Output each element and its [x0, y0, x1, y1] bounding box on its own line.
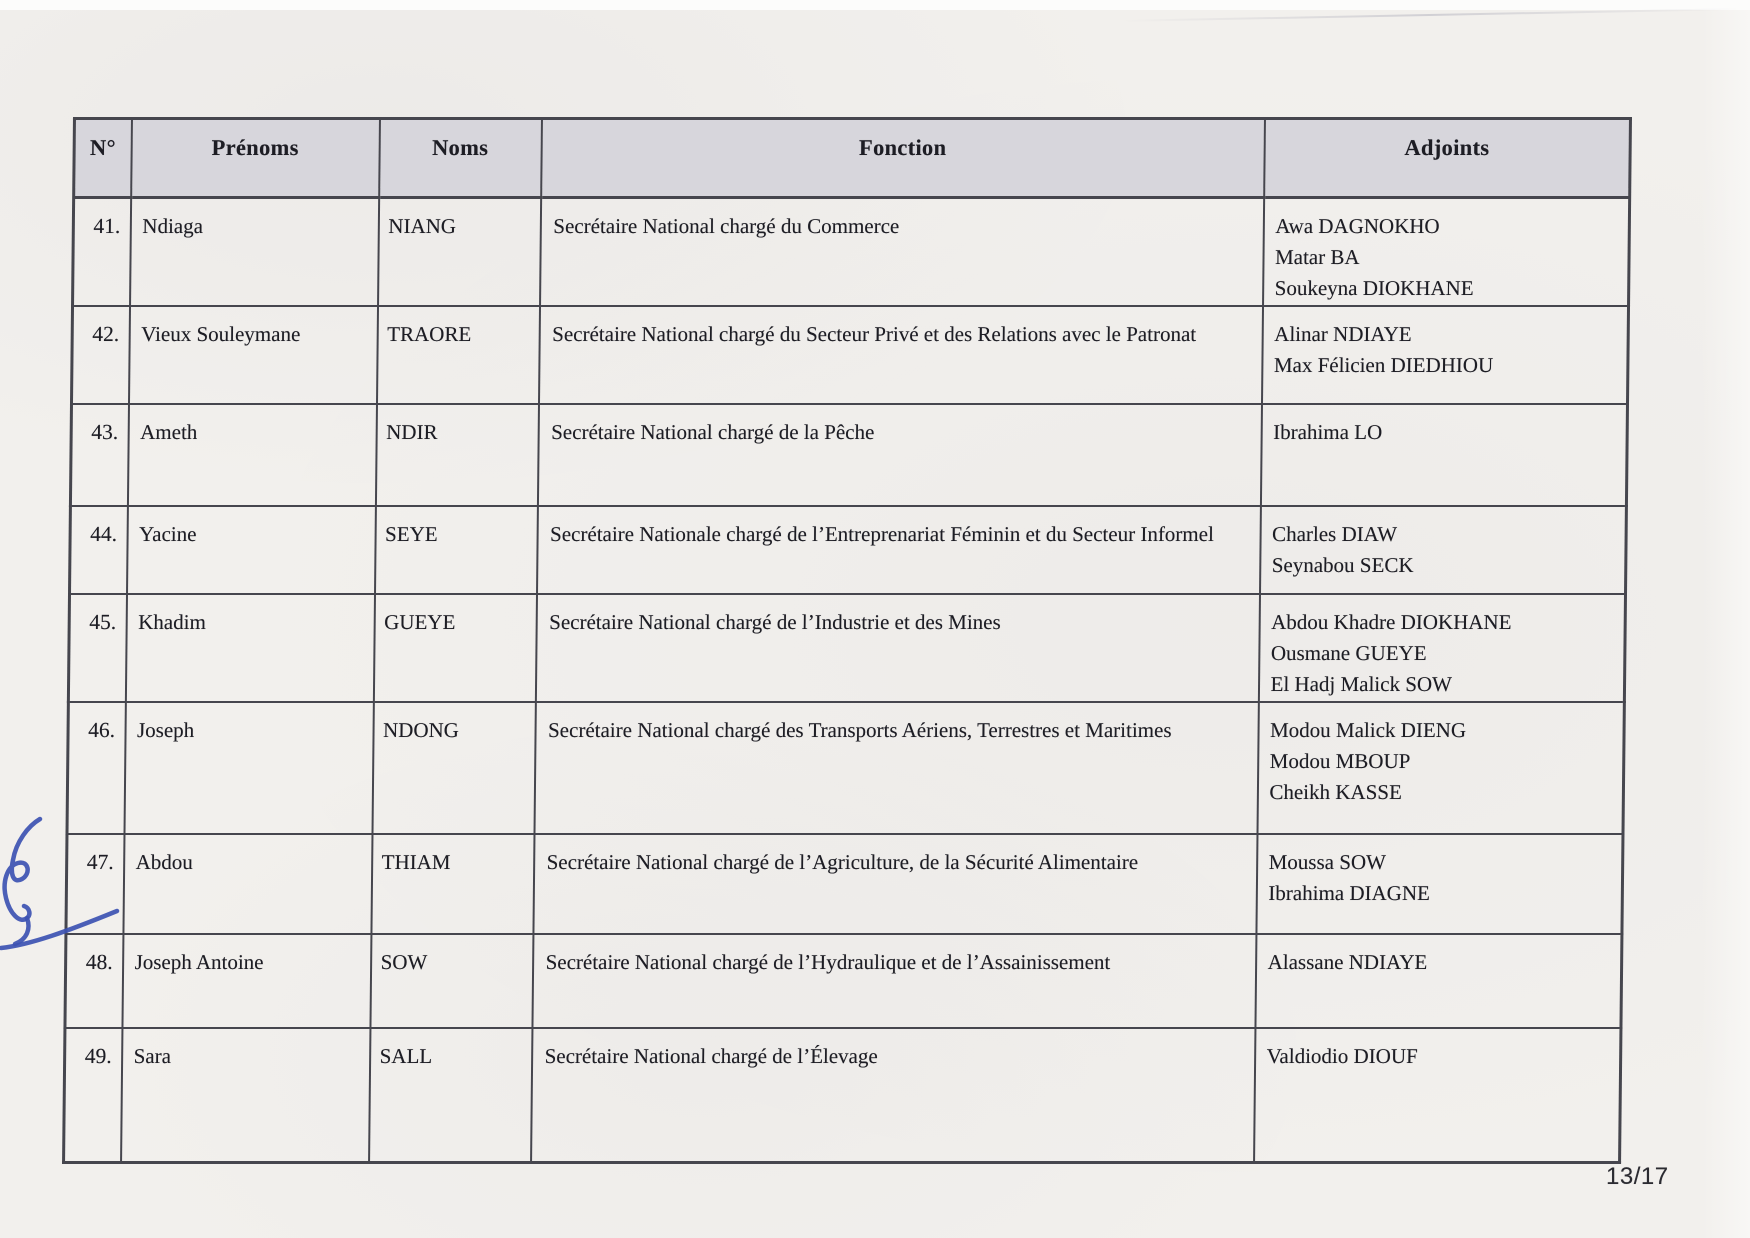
- cell-prenoms: Ameth: [127, 404, 376, 506]
- table-row: [64, 1028, 1621, 1162]
- cell-noms: NIANG: [378, 198, 541, 307]
- cell-num: 42.: [71, 306, 129, 404]
- cell-adjoints: [1263, 198, 1630, 307]
- table-row: [65, 934, 1622, 1028]
- cell-num: 48.: [65, 934, 123, 1028]
- table-row: [73, 198, 1630, 307]
- cell-fonction: Secrétaire National chargé du Secteur Privé et des Relations avec le Patronat: [538, 306, 1262, 404]
- adjoint-line: Valdiodio DIOUF: [1266, 1044, 1418, 1068]
- adjoint-line: Ousmane GUEYE: [1270, 641, 1427, 665]
- header-cell-num: N°: [74, 119, 132, 198]
- page-number: 13/17: [1606, 1163, 1669, 1190]
- cell-fonction: Secrétaire National chargé des Transports Aériens, Terrestres et Maritimes: [534, 702, 1258, 834]
- table-row: [66, 834, 1623, 934]
- adjoint-line: Modou MBOUP: [1269, 749, 1411, 773]
- adjoint-line: Moussa SOW: [1268, 850, 1387, 874]
- cell-adjoints: [1256, 834, 1623, 934]
- cell-num: 45.: [68, 594, 126, 702]
- header-cell-fonction: Fonction: [541, 119, 1265, 198]
- header-cell-adjoints: Adjoints: [1264, 119, 1631, 198]
- cell-prenoms: Khadim: [125, 594, 374, 702]
- cell-prenoms: Sara: [121, 1028, 370, 1162]
- table-header-row: [74, 119, 1631, 198]
- cell-num: 49.: [64, 1028, 122, 1162]
- cell-noms: SEYE: [375, 506, 538, 594]
- adjoint-line: Modou Malick DIENG: [1269, 718, 1467, 742]
- adjoint-line: Soukeyna DIOKHANE: [1274, 276, 1474, 300]
- adjoint-line: Cheikh KASSE: [1269, 780, 1402, 804]
- table-row: [67, 702, 1624, 834]
- cell-noms: SOW: [370, 934, 533, 1028]
- cell-num: 46.: [67, 702, 125, 834]
- officials-table-wrap: [62, 117, 1632, 1164]
- cell-noms: TRAORE: [376, 306, 539, 404]
- cell-adjoints: [1254, 1028, 1621, 1162]
- adjoint-line: Ibrahima DIAGNE: [1268, 881, 1431, 905]
- cell-prenoms: Yacine: [127, 506, 376, 594]
- table-row: [70, 506, 1627, 594]
- cell-noms: NDIR: [375, 404, 538, 506]
- adjoint-line: Alassane NDIAYE: [1267, 950, 1428, 974]
- cell-noms: GUEYE: [373, 594, 536, 702]
- cell-num: 44.: [70, 506, 128, 594]
- cell-noms: NDONG: [372, 702, 535, 834]
- cell-noms: SALL: [369, 1028, 532, 1162]
- header-cell-prenoms: Prénoms: [131, 119, 380, 198]
- table-row: [70, 404, 1627, 506]
- adjoint-line: Awa DAGNOKHO: [1275, 214, 1440, 238]
- table-row: [71, 306, 1628, 404]
- header-cell-noms: Noms: [379, 119, 542, 198]
- cell-noms: THIAM: [371, 834, 534, 934]
- cell-fonction: Secrétaire National chargé de l’Élevage: [531, 1028, 1255, 1162]
- table-row: [68, 594, 1625, 702]
- cell-fonction: Secrétaire National chargé du Commerce: [540, 198, 1264, 307]
- cell-adjoints: [1260, 506, 1627, 594]
- adjoint-line: El Hadj Malick SOW: [1270, 672, 1453, 696]
- scanned-page: [0, 10, 1750, 1238]
- cell-num: 41.: [73, 198, 131, 307]
- cell-fonction: Secrétaire Nationale chargé de l’Entreprenariat Féminin et du Secteur Informel: [537, 506, 1261, 594]
- cell-prenoms: Abdou: [123, 834, 372, 934]
- cell-fonction: Secrétaire National chargé de l’Hydraulique et de l’Assainissement: [532, 934, 1256, 1028]
- adjoint-line: Ibrahima LO: [1273, 420, 1383, 444]
- cell-prenoms: Joseph: [124, 702, 373, 834]
- adjoint-line: Max Félicien DIEDHIOU: [1273, 353, 1494, 377]
- cell-adjoints: [1258, 594, 1625, 702]
- cell-prenoms: Vieux Souleymane: [128, 306, 377, 404]
- adjoint-line: Abdou Khadre DIOKHANE: [1271, 610, 1512, 634]
- officials-table: [62, 117, 1632, 1164]
- cell-fonction: Secrétaire National chargé de l’Agriculture, de la Sécurité Alimentaire: [533, 834, 1257, 934]
- cell-adjoints: [1257, 702, 1624, 834]
- handwritten-ink-mark: [0, 816, 132, 952]
- adjoint-line: Alinar NDIAYE: [1274, 322, 1412, 346]
- adjoint-line: Charles DIAW: [1272, 522, 1398, 546]
- cell-prenoms: Joseph Antoine: [122, 934, 371, 1028]
- cell-prenoms: Ndiaga: [130, 198, 379, 307]
- cell-num: 47.: [66, 834, 124, 934]
- cell-num: 43.: [70, 404, 128, 506]
- adjoint-line: Matar BA: [1274, 245, 1360, 269]
- adjoint-line: Seynabou SECK: [1271, 553, 1414, 577]
- cell-adjoints: [1260, 404, 1627, 506]
- cell-fonction: Secrétaire National chargé de la Pêche: [537, 404, 1261, 506]
- cell-fonction: Secrétaire National chargé de l’Industrie et des Mines: [535, 594, 1259, 702]
- cell-adjoints: [1255, 934, 1622, 1028]
- cell-adjoints: [1261, 306, 1628, 404]
- scan-artifact: [1120, 8, 1740, 22]
